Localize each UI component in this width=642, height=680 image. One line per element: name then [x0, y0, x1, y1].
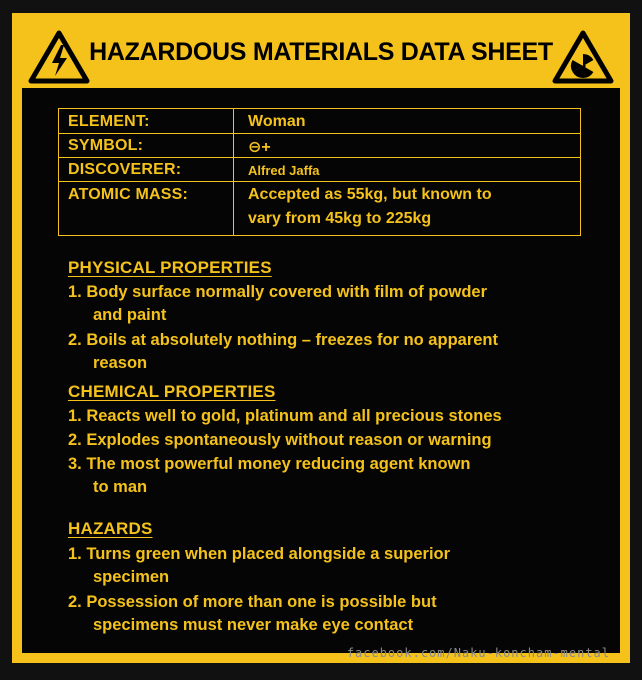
list-item — [68, 591, 608, 637]
list-item-text: 1. Reacts well to gold, platinum and all precious stones — [68, 407, 502, 425]
discoverer-label: DISCOVERER: — [68, 161, 182, 178]
list-item-text: specimens must never make eye contact — [93, 616, 414, 634]
element-value: Woman — [248, 113, 306, 130]
list-item — [68, 329, 608, 375]
list-item-text: 1. Turns green when placed alongside a superior — [68, 545, 451, 563]
element-data-table — [58, 108, 581, 236]
list-item-text: 2. Explodes spontaneously without reason or warning — [68, 431, 492, 449]
symbol-value: ⊖+ — [248, 139, 271, 156]
list-item — [68, 429, 608, 452]
footer-credit: facebook.com/Naku-koncham-mental — [346, 646, 610, 660]
list-item-text: 2. Boils at absolutely nothing – freezes for no apparent — [68, 331, 498, 349]
symbol-label: SYMBOL: — [68, 137, 144, 154]
hazards-heading: HAZARDS — [68, 519, 153, 538]
list-item — [68, 453, 608, 499]
list-item-text: 1. Body surface normally covered with film of powder — [68, 283, 488, 301]
list-item-text: reason — [93, 354, 148, 372]
list-item — [68, 543, 608, 589]
list-item-text: to man — [93, 478, 148, 496]
list-item-text: 3. The most powerful money reducing agent known — [68, 455, 471, 473]
atomic-mass-value-line1: Accepted as 55kg, but known to — [248, 186, 492, 203]
list-item-text: specimen — [93, 568, 170, 586]
element-label: ELEMENT: — [68, 113, 150, 130]
table-row — [59, 109, 580, 134]
atomic-mass-label: ATOMIC MASS: — [68, 186, 189, 203]
header-banner — [20, 20, 622, 88]
table-row — [59, 158, 580, 182]
page-title: HAZARDOUS MATERIALS DATA SHEET — [89, 38, 553, 66]
discoverer-value: Alfred Jaffa — [248, 163, 320, 178]
radiation-warning-icon — [552, 30, 614, 84]
list-item — [68, 281, 608, 327]
table-row — [59, 182, 580, 237]
chemical-properties-heading: CHEMICAL PROPERTIES — [68, 382, 276, 401]
atomic-mass-value-line2: vary from 45kg to 225kg — [248, 210, 432, 227]
list-item — [68, 405, 608, 428]
physical-properties-heading: PHYSICAL PROPERTIES — [68, 258, 272, 277]
table-row — [59, 134, 580, 158]
list-item-text: and paint — [93, 306, 167, 324]
list-item-text: 2. Possession of more than one is possible but — [68, 593, 437, 611]
